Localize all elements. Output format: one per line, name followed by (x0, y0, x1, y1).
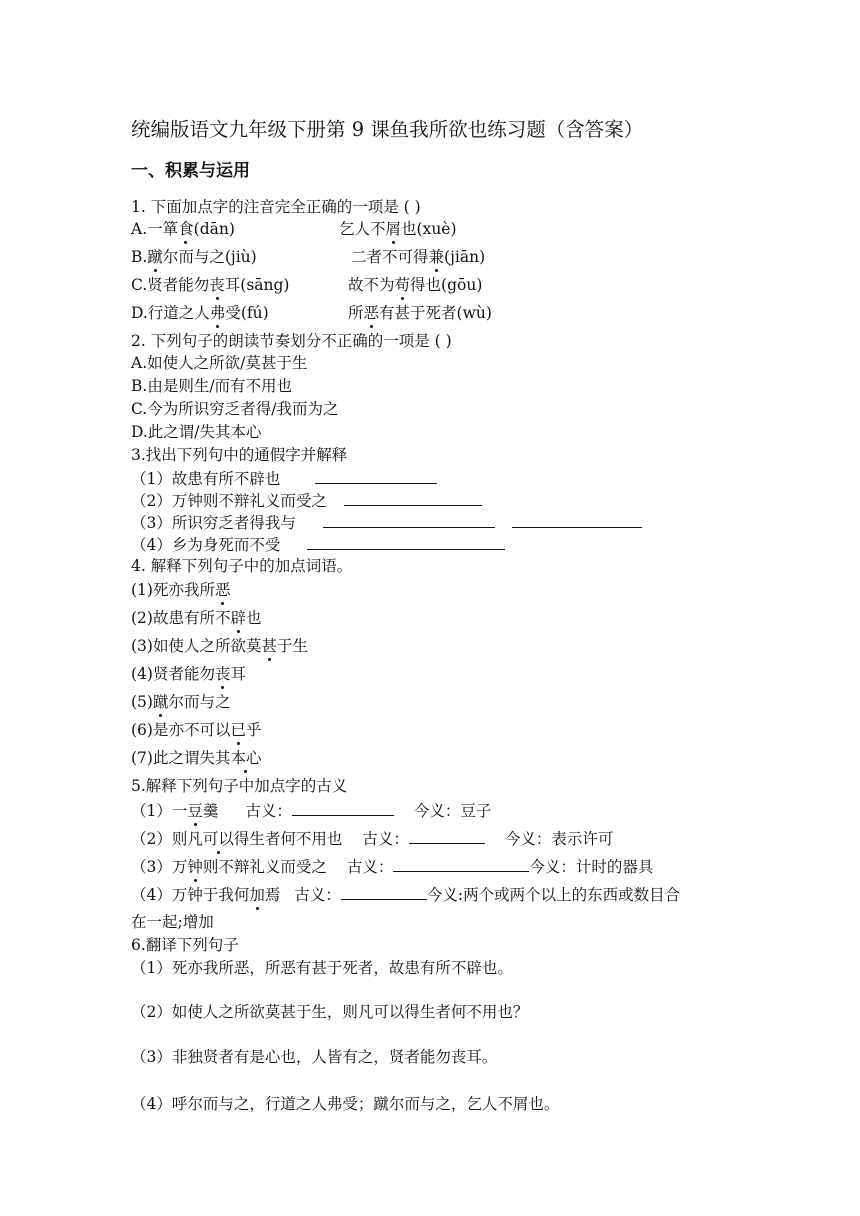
q4-item-6: (6)是亦不可以已乎 (131, 721, 262, 739)
answer-blank[interactable] (307, 534, 505, 550)
q1-option-c-left: C.贤者能勿丧耳(sāng) (131, 276, 290, 294)
answer-blank[interactable] (323, 512, 495, 528)
q1-option-c-right: 故不为苟得也(gōu) (348, 276, 483, 294)
answer-blank[interactable] (341, 884, 427, 900)
q2-option-a: A.如使人之所欲/莫甚于生 (131, 354, 308, 372)
q4-item-1: (1)死亦我所恶 (131, 581, 231, 599)
q3-item-3: （3）所识穷乏者得我与 (131, 512, 642, 533)
q5-stem: 5.解释下列句子中加点字的古义 (131, 777, 348, 795)
q6-item-2: （2）如使人之所欲莫甚于生，则凡可以得生者何不用也？ (131, 1003, 529, 1021)
q2-option-b: B.由是则生/而有不用也 (131, 377, 293, 395)
q4-stem: 4. 解释下列句子中的加点词语。 (131, 557, 353, 575)
q4-item-3: (3)如使人之所欲莫甚于生 (131, 637, 308, 655)
q4-item-2: (2)故患有所不辟也 (131, 609, 262, 627)
q1-option-a-left: A.一箪食(dān) (131, 220, 235, 238)
q3-stem: 3.找出下列句中的通假字并解释 (131, 446, 348, 464)
q4-item-5: (5)蹴尔而与之 (131, 693, 231, 711)
q5-item-3: （3）万钟则不辩礼义而受之 古义： 今义：计时的器具 (131, 858, 654, 876)
answer-blank[interactable] (409, 828, 485, 844)
answer-blank[interactable] (315, 468, 437, 484)
section-heading-1: 一、积累与运用 (131, 161, 250, 181)
q1-option-b-right: 二者不可得兼(jiān) (351, 248, 486, 266)
q6-stem: 6.翻译下列句子 (131, 936, 239, 954)
q5-item-1: （1）一豆羹 古义： 今义：豆子 (131, 802, 492, 820)
q6-item-4: （4）呼尔而与之，行道之人弗受；蹴尔而与之，乞人不屑也。 (131, 1095, 560, 1113)
q1-option-a-right: 乞人不屑也(xuè) (339, 220, 457, 238)
q1-option-d-left: D.行道之人弗受(fú) (131, 304, 269, 322)
q3-item-4: （4）乡为身死而不受 (131, 534, 505, 555)
q6-item-3: （3）非独贤者有是心也，人皆有之，贤者能勿丧耳。 (131, 1048, 498, 1066)
q1-stem: 1. 下面加点字的注音完全正确的一项是 ( ) (131, 198, 421, 216)
answer-blank[interactable] (344, 490, 482, 506)
q1-option-d-right: 所恶有甚于死者(wù) (348, 304, 492, 322)
answer-blank[interactable] (292, 800, 394, 816)
q1-option-b-left: B.蹴尔而与之(jiù) (131, 248, 257, 266)
q3-item-1: （1）故患有所不辟也 (131, 468, 437, 489)
answer-blank[interactable] (393, 856, 529, 872)
q4-item-7: (7)此之谓失其本心 (131, 749, 262, 767)
q2-option-c: C.今为所识穷乏者得/我而为之 (131, 400, 339, 418)
q5-item-2: （2）则凡可以得生者何不用也 古义： 今义：表示许可 (131, 830, 614, 848)
q5-item-4-continued: 在一起;增加 (131, 913, 214, 931)
q5-item-4: （4）万钟于我何加焉 古义： 今义:两个或两个以上的东西或数目合 (131, 886, 681, 904)
q6-item-1: （1）死亦我所恶，所恶有甚于死者，故患有所不辟也。 (131, 959, 513, 977)
q2-stem: 2. 下列句子的朗读节奏划分不正确的一项是 ( ) (131, 332, 452, 350)
answer-blank[interactable] (512, 512, 642, 528)
q2-option-d: D.此之谓/失其本心 (131, 423, 262, 441)
q4-item-4: (4)贤者能勿丧耳 (131, 665, 246, 683)
q3-item-2: （2）万钟则不辩礼义而受之 (131, 490, 482, 511)
document-title: 统编版语文九年级下册第 9 课鱼我所欲也练习题（含答案） (131, 118, 644, 141)
